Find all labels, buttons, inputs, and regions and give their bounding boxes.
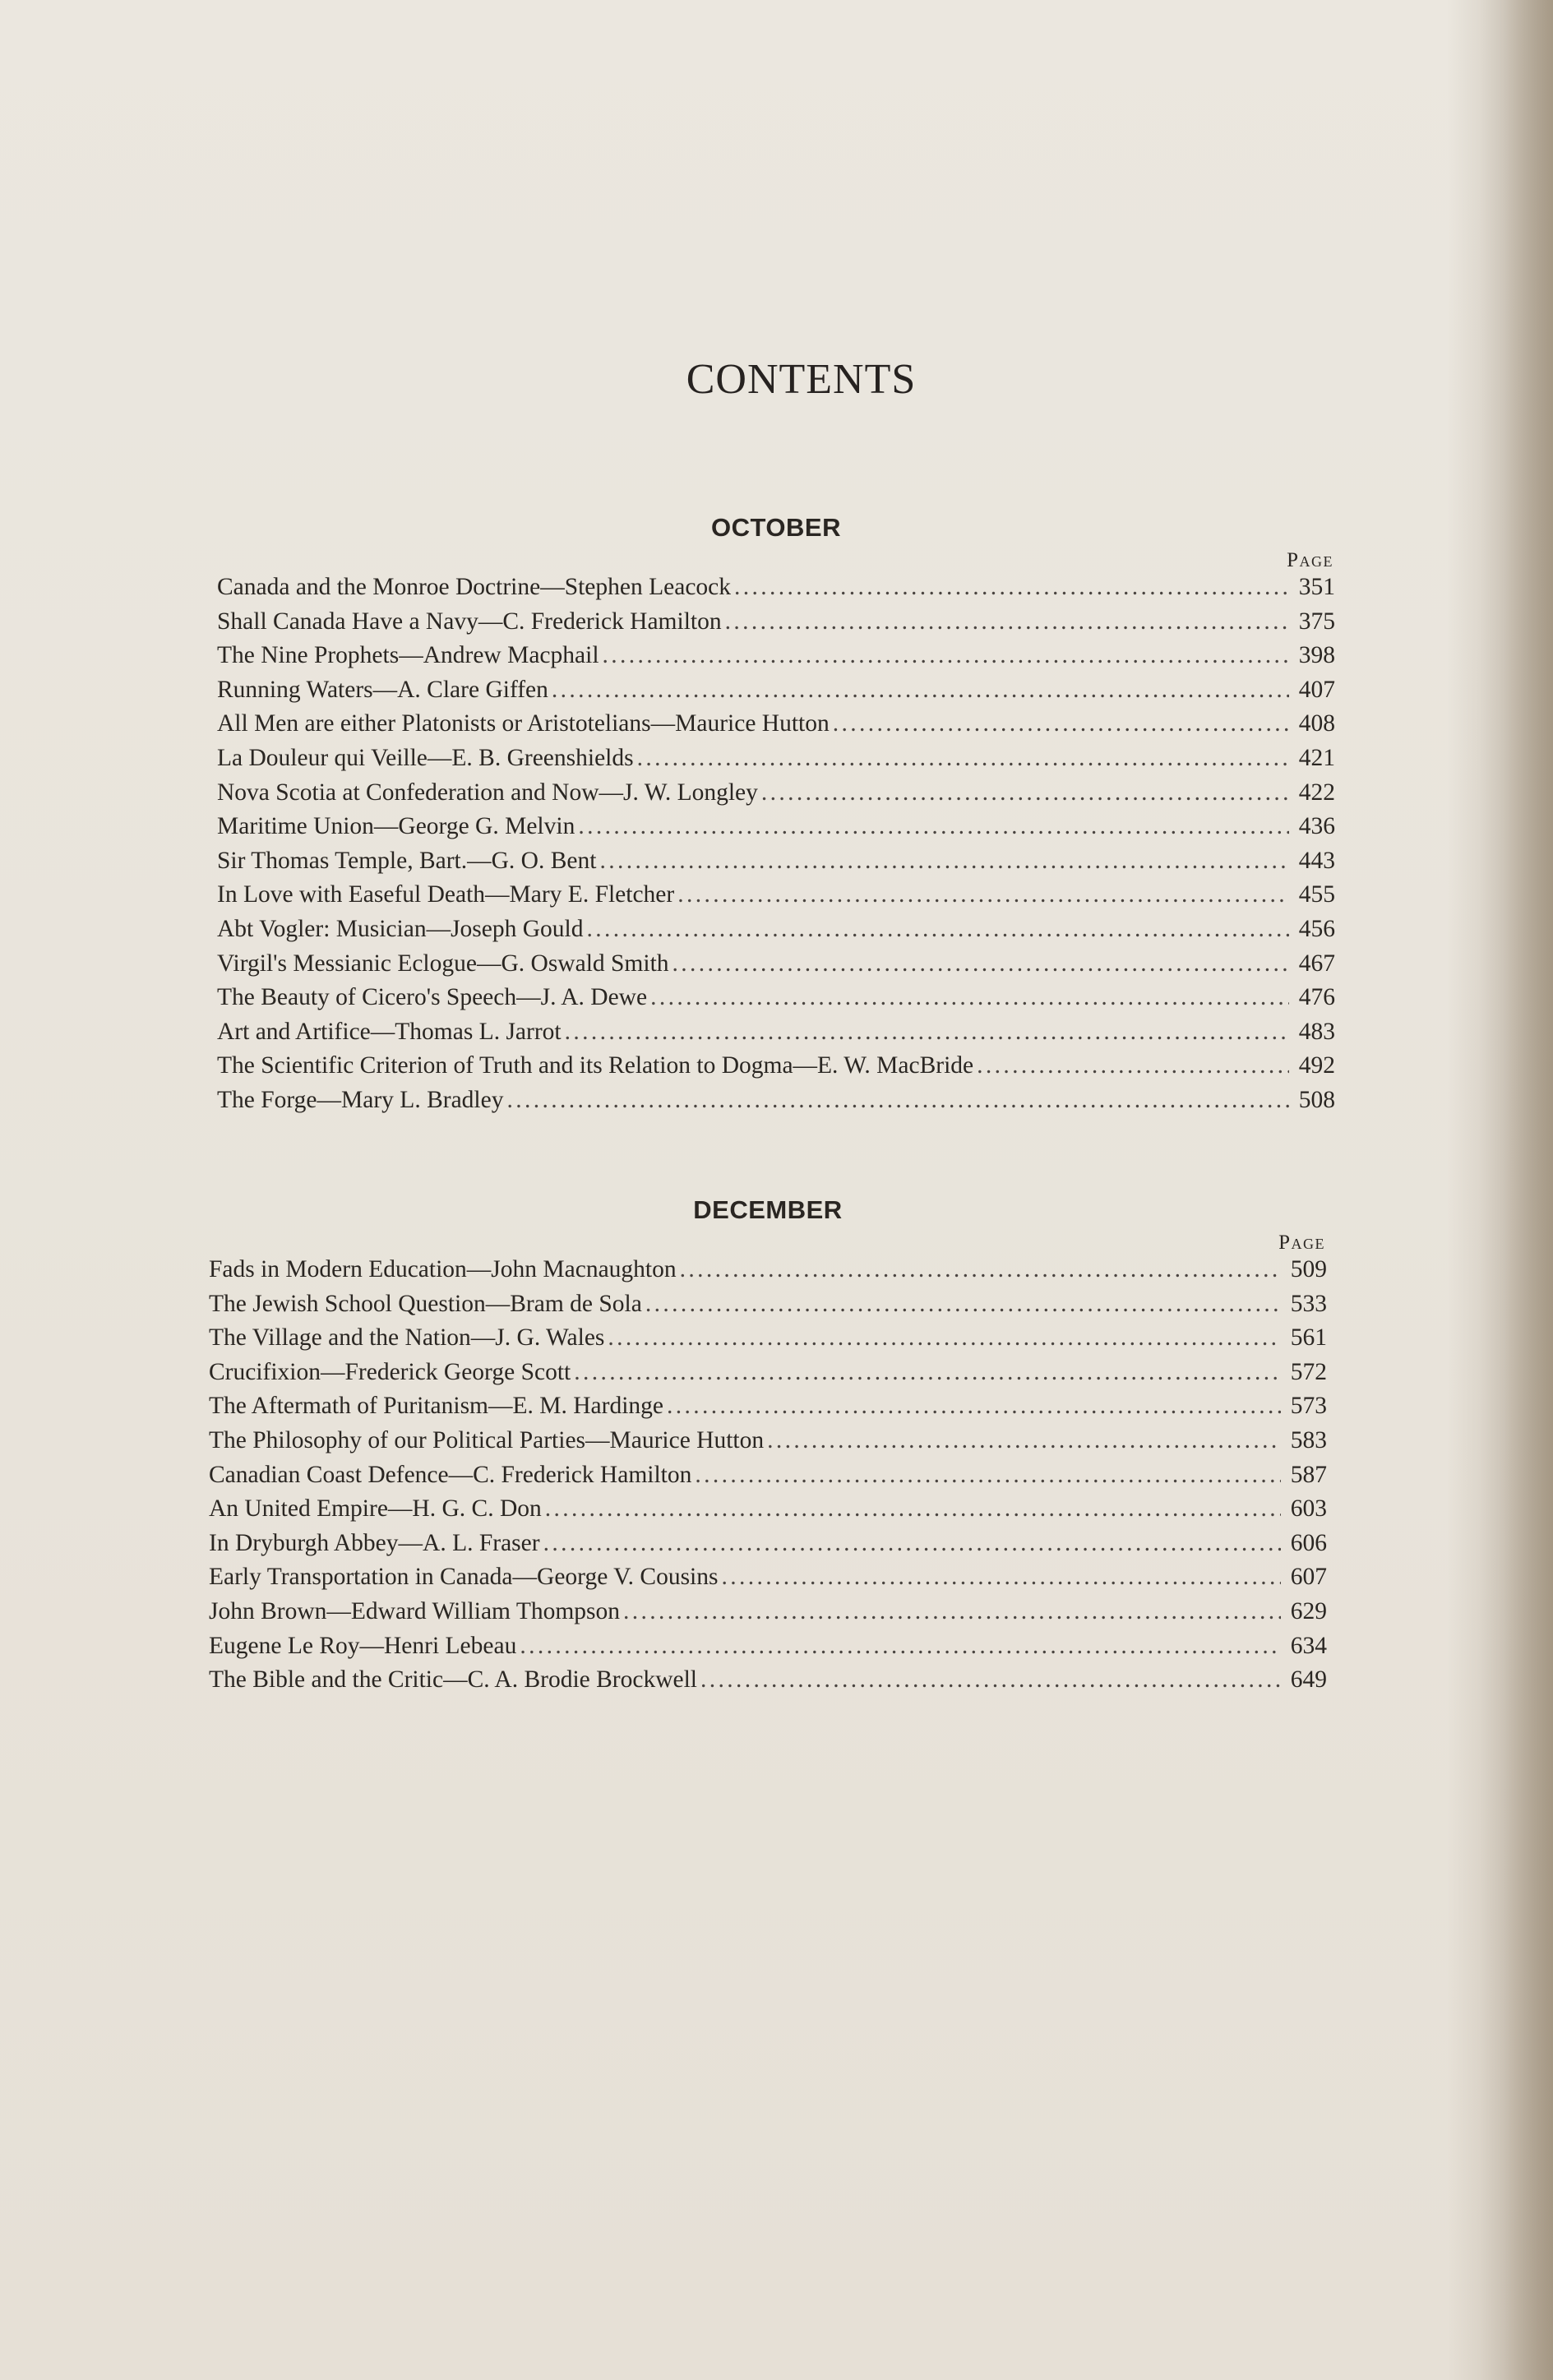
- entry-title: Art and Artifice—Thomas L. Jarrot: [217, 1018, 562, 1045]
- entry-page-number: 408: [1298, 710, 1335, 737]
- entry-title: Canadian Coast Defence—C. Frederick Hamilton: [209, 1461, 692, 1488]
- entry-page-number: 476: [1298, 984, 1335, 1011]
- entry-page-number: 649: [1290, 1666, 1327, 1694]
- dot-leader: [734, 574, 1289, 601]
- entry-page-number: 492: [1298, 1052, 1335, 1079]
- toc-entry: [217, 1019, 1335, 1053]
- entry-title: Fads in Modern Education—John Macnaughton: [209, 1256, 677, 1282]
- dot-leader: [608, 1324, 1281, 1352]
- entry-title: Nova Scotia at Confederation and Now—J. W. Longley: [217, 779, 758, 806]
- entry-title: The Scientific Criterion of Truth and its Relation to Dogma—E. W. MacBride: [217, 1052, 974, 1079]
- entry-title: In Love with Easeful Death—Mary E. Fletcher: [217, 881, 675, 908]
- dot-leader: [645, 1291, 1281, 1318]
- dot-leader: [833, 710, 1289, 737]
- section-heading: DECEMBER: [693, 1195, 843, 1224]
- toc-entry: [209, 1462, 1327, 1496]
- toc-entry: [217, 813, 1335, 848]
- toc-entry: [217, 677, 1335, 711]
- dot-leader: [637, 745, 1289, 772]
- toc-entry: [209, 1564, 1327, 1598]
- dot-leader: [578, 813, 1289, 840]
- dot-leader: [677, 881, 1289, 908]
- entry-title: All Men are either Platonists or Aristotelians—Maurice Hutton: [217, 710, 830, 737]
- dot-leader: [506, 1087, 1289, 1114]
- entry-page-number: 561: [1290, 1324, 1327, 1352]
- entry-page-number: 443: [1298, 847, 1335, 874]
- entry-title: The Beauty of Cicero's Speech—J. A. Dewe: [217, 984, 648, 1011]
- entry-page-number: 467: [1298, 950, 1335, 977]
- entry-title: Early Transportation in Canada—George V. Cousins: [209, 1564, 719, 1591]
- entry-title: Virgil's Messianic Eclogue—G. Oswald Smith: [217, 950, 669, 977]
- dot-leader: [721, 1564, 1281, 1591]
- contents-title-text: CONTENTS: [686, 356, 917, 403]
- toc-entry: [217, 745, 1335, 779]
- entry-title: La Douleur qui Veille—E. B. Greenshields: [217, 744, 634, 771]
- entry-page-number: 572: [1290, 1358, 1327, 1385]
- entry-page-number: 455: [1298, 881, 1335, 908]
- entry-page-number: 456: [1298, 915, 1335, 942]
- entry-title: The Philosophy of our Political Parties—Maurice Hutton: [209, 1426, 765, 1453]
- dot-leader: [650, 984, 1289, 1011]
- toc-entry: [209, 1324, 1327, 1359]
- entry-title: Abt Vogler: Musician—Joseph Gould: [217, 915, 584, 942]
- entry-title: The Village and the Nation—J. G. Wales: [209, 1324, 605, 1352]
- toc-entry: [209, 1633, 1327, 1667]
- toc-entry: [209, 1530, 1327, 1564]
- toc-entry: [209, 1393, 1327, 1427]
- entry-page-number: 398: [1298, 642, 1335, 669]
- dot-leader: [673, 950, 1289, 977]
- entry-title: Canada and the Monroe Doctrine—Stephen Leacock: [217, 574, 732, 600]
- page-column-label: Page: [1287, 549, 1333, 571]
- entry-title: The Bible and the Critic—C. A. Brodie Brockwell: [209, 1666, 697, 1694]
- entry-page-number: 583: [1290, 1426, 1327, 1453]
- dot-leader: [700, 1666, 1281, 1694]
- entry-page-number: 436: [1298, 813, 1335, 840]
- dot-leader: [667, 1393, 1281, 1420]
- entry-page-number: 587: [1290, 1461, 1327, 1488]
- dot-leader: [680, 1256, 1281, 1283]
- entry-page-number: 533: [1290, 1290, 1327, 1317]
- entry-page-number: 603: [1290, 1495, 1327, 1523]
- entry-page-number: 421: [1298, 744, 1335, 771]
- toc-entry: [217, 779, 1335, 814]
- toc-entry: [209, 1598, 1327, 1633]
- dot-leader: [545, 1495, 1281, 1523]
- toc-entry: [217, 1087, 1335, 1121]
- entry-page-number: 407: [1298, 676, 1335, 703]
- dot-leader: [587, 916, 1290, 943]
- dot-leader: [767, 1427, 1281, 1454]
- dot-leader: [574, 1359, 1281, 1386]
- entry-title: Sir Thomas Temple, Bart.—G. O. Bent: [217, 847, 597, 874]
- entry-page-number: 573: [1290, 1393, 1327, 1420]
- entry-page-number: 351: [1298, 574, 1335, 600]
- entry-page-number: 483: [1298, 1018, 1335, 1045]
- toc-entry: [209, 1291, 1327, 1325]
- dot-leader: [977, 1052, 1289, 1079]
- page-column-label: Page: [1278, 1232, 1325, 1254]
- toc-entry: [209, 1666, 1327, 1701]
- toc-entry: [209, 1427, 1327, 1462]
- toc-entry: [209, 1495, 1327, 1530]
- entry-page-number: 508: [1298, 1086, 1335, 1113]
- dot-leader: [603, 642, 1289, 669]
- dot-leader: [543, 1530, 1281, 1557]
- entry-title: In Dryburgh Abbey—A. L. Fraser: [209, 1529, 540, 1556]
- dot-leader: [599, 848, 1289, 875]
- entry-title: Running Waters—A. Clare Giffen: [217, 676, 548, 703]
- entry-page-number: 509: [1290, 1256, 1327, 1282]
- toc-entry: [217, 916, 1335, 950]
- entry-title: The Aftermath of Puritanism—E. M. Hardinge: [209, 1393, 664, 1420]
- dot-leader: [725, 608, 1289, 635]
- dot-leader: [552, 677, 1289, 704]
- entry-list: [217, 574, 1335, 1121]
- entry-title: Crucifixion—Frederick George Scott: [209, 1358, 571, 1385]
- section-december: [209, 1194, 1327, 1701]
- toc-entry: [217, 984, 1335, 1019]
- entry-page-number: 606: [1290, 1529, 1327, 1556]
- toc-entry: [217, 710, 1335, 745]
- entry-title: Eugene Le Roy—Henri Lebeau: [209, 1632, 517, 1659]
- entry-page-number: 629: [1290, 1597, 1327, 1624]
- section-october: [217, 511, 1335, 1121]
- toc-entry: [217, 1052, 1335, 1087]
- entry-title: John Brown—Edward William Thompson: [209, 1597, 621, 1624]
- entry-list: [209, 1256, 1327, 1701]
- entry-page-number: 634: [1290, 1632, 1327, 1659]
- dot-leader: [623, 1598, 1281, 1625]
- entry-page-number: 422: [1298, 779, 1335, 806]
- toc-entry: [217, 950, 1335, 985]
- toc-entry: [217, 881, 1335, 916]
- entry-title: Maritime Union—George G. Melvin: [217, 813, 575, 840]
- contents-title: [0, 355, 1553, 404]
- toc-entry: [209, 1256, 1327, 1291]
- entry-title: The Forge—Mary L. Bradley: [217, 1086, 504, 1113]
- toc-entry: [217, 642, 1335, 677]
- entry-title: An United Empire—H. G. C. Don: [209, 1495, 542, 1523]
- dot-leader: [695, 1462, 1281, 1489]
- dot-leader: [520, 1633, 1281, 1660]
- section-heading: OCTOBER: [711, 513, 841, 542]
- toc-entry: [217, 574, 1335, 608]
- entry-title: The Nine Prophets—Andrew Macphail: [217, 642, 599, 669]
- dot-leader: [565, 1019, 1289, 1046]
- toc-entry: [209, 1359, 1327, 1393]
- toc-entry: [217, 608, 1335, 643]
- dot-leader: [761, 779, 1289, 806]
- entry-page-number: 607: [1290, 1564, 1327, 1591]
- entry-page-number: 375: [1298, 608, 1335, 635]
- toc-entry: [217, 848, 1335, 882]
- entry-title: Shall Canada Have a Navy—C. Frederick Hamilton: [217, 608, 722, 635]
- entry-title: The Jewish School Question—Bram de Sola: [209, 1290, 642, 1317]
